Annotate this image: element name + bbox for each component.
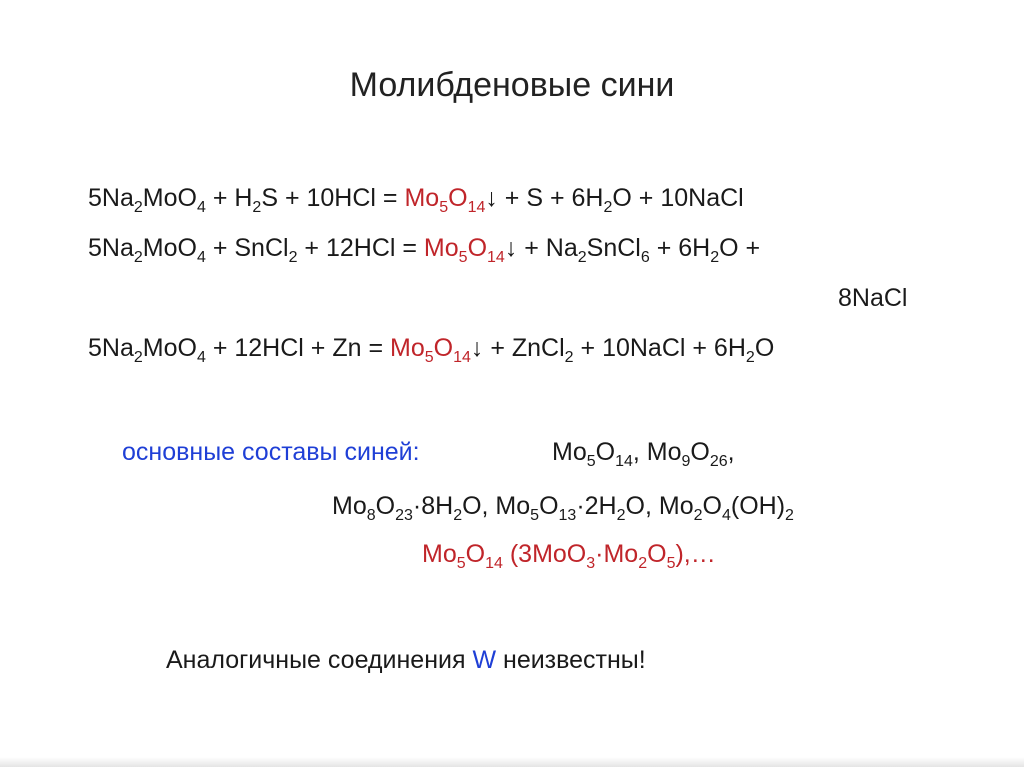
compositions-line-1: $Mo_5O_{14}$, $Mo_9O_{26}$,: [552, 438, 735, 470]
precipitate-arrow-icon: ↓: [470, 334, 484, 362]
product-mo5o14: $Mo_5O_{14}$: [404, 184, 486, 216]
precipitate-arrow-icon: ↓: [485, 184, 498, 212]
equation-2: $5Na_2MoO_4$ + SnCl$_2$ + $12HCl = Mo_5O_{14}↓$ + $Na_2SnCl_6 + 6H_2O$ +: [88, 234, 761, 266]
product-mo5o14: $Mo_5O_{14}$: [390, 334, 471, 366]
equation-2-continuation: 8NaCl: [838, 284, 908, 312]
element-w: W: [472, 646, 497, 674]
compositions-line-3: $Mo_5O_{14}$ $(3MoO_3\cdot Mo_2O_5),\dots$: [422, 540, 716, 572]
compositions-line-2: $Mo_8O_{23}\cdot 8H_2O$, $Mo_5O_{13}\cdot 2H_2O$, $Mo_2O_4(OH)_2$: [332, 492, 794, 524]
equation-3: $5Na_2MoO_4 + 12HCl + Zn$ = $Mo_5O_{14}↓$ + ZnCl$_2$ + 10NaCl + $6H_2O$: [88, 334, 775, 366]
precipitate-arrow-icon: ↓: [504, 234, 518, 262]
slide-title: Молибденовые сини: [349, 66, 675, 104]
product-mo5o14: $Mo_5O_{14}$: [423, 234, 505, 266]
equation-1: $5Na_2MoO_4 + H_2S + 10HCl$ = $Mo_5O_{14}↓ + S + 6H_2O$ + 10NaCl: [88, 184, 744, 216]
note-text: Аналогичные соединения W неизвестны!: [166, 646, 646, 674]
compositions-label: основные составы синей:: [122, 438, 420, 466]
